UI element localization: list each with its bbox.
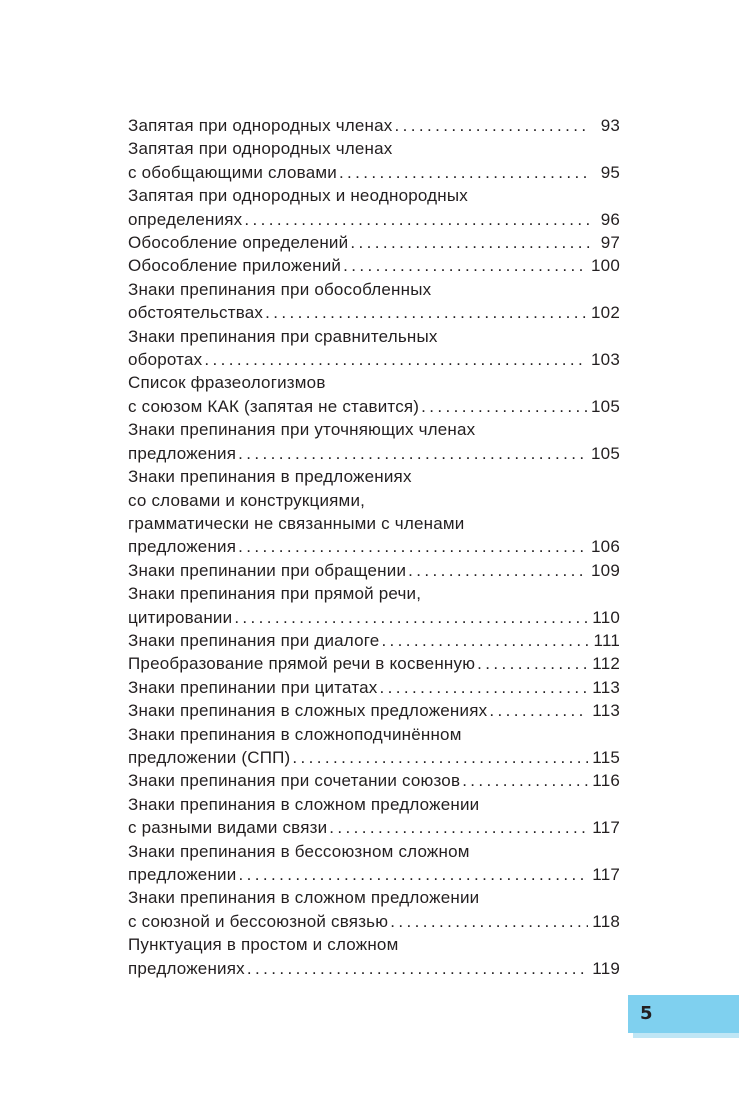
toc-entry-title: Знаки препинания при диалоге bbox=[128, 630, 380, 650]
toc-entry bbox=[128, 652, 620, 675]
toc-entry-line: Знаки препинания в сложном предложении bbox=[128, 794, 480, 814]
dot-leader bbox=[292, 746, 588, 769]
toc-entry-line: Знаки препинания при обособленных bbox=[128, 279, 432, 299]
toc-page-number: 103 bbox=[591, 350, 620, 370]
toc-entry-last-line bbox=[128, 395, 620, 418]
dot-leader bbox=[247, 957, 588, 980]
toc-entry-last-line bbox=[128, 863, 620, 886]
toc-entry bbox=[128, 769, 620, 792]
toc-entry-title: оборотах bbox=[128, 350, 203, 370]
toc-entry bbox=[128, 325, 620, 372]
toc-page-number: 113 bbox=[592, 701, 620, 721]
toc-page-number: 110 bbox=[592, 607, 620, 627]
toc-entry bbox=[128, 184, 620, 231]
toc-entry bbox=[128, 418, 620, 465]
toc-entry-line: Запятая при однородных и неоднородных bbox=[128, 186, 468, 206]
toc-entry bbox=[128, 278, 620, 325]
toc-entry-title: Знаки препинании при обращении bbox=[128, 560, 407, 580]
toc-entry-last-line bbox=[128, 535, 620, 558]
toc-page-number: 96 bbox=[600, 209, 620, 229]
toc-entry-line: Знаки препинания в предложениях bbox=[128, 467, 412, 487]
toc-entry-last-line bbox=[128, 559, 620, 582]
toc-entry-title: предложении (СПП) bbox=[128, 747, 291, 767]
toc-page-number: 116 bbox=[592, 771, 620, 791]
toc-entry bbox=[128, 371, 620, 418]
toc-entry-last-line bbox=[128, 629, 620, 652]
dot-leader bbox=[204, 348, 587, 371]
table-of-contents bbox=[128, 114, 620, 980]
toc-entry-title: Запятая при однородных членах bbox=[128, 116, 393, 135]
toc-entry bbox=[128, 886, 620, 933]
toc-page-number: 102 bbox=[591, 303, 620, 323]
dot-leader bbox=[489, 699, 588, 722]
toc-entry-title: предложениях bbox=[128, 958, 245, 978]
toc-entry bbox=[128, 840, 620, 887]
toc-entry-last-line bbox=[128, 816, 620, 839]
toc-entry-title: предложении bbox=[128, 865, 237, 884]
toc-entry-title: обстоятельствах bbox=[128, 303, 264, 323]
toc-entry-title: с обобщающими словами bbox=[128, 162, 337, 182]
toc-entry-title: с разными видами связи bbox=[128, 818, 328, 838]
toc-entry-title: цитировании bbox=[128, 607, 233, 627]
dot-leader bbox=[265, 301, 587, 324]
toc-entry-last-line bbox=[128, 699, 620, 722]
toc-page-number: 113 bbox=[592, 677, 620, 697]
toc-entry-last-line bbox=[128, 676, 620, 699]
toc-entry bbox=[128, 114, 620, 137]
toc-entry bbox=[128, 933, 620, 980]
toc-entry-last-line bbox=[128, 957, 620, 980]
dot-leader bbox=[339, 161, 590, 184]
toc-entry-line: Знаки препинания при прямой речи, bbox=[128, 584, 422, 604]
dot-leader bbox=[238, 863, 588, 886]
toc-entry-last-line bbox=[128, 348, 620, 371]
toc-page-number: 100 bbox=[591, 256, 620, 276]
toc-entry bbox=[128, 465, 620, 559]
toc-entry-title: Преобразование прямой речи в косвенную bbox=[128, 654, 476, 674]
toc-entry-title: Обособление приложений bbox=[128, 256, 342, 276]
toc-entry-last-line bbox=[128, 442, 620, 465]
toc-page-number: 119 bbox=[592, 958, 620, 978]
toc-entry-title: Обособление определений bbox=[128, 233, 349, 253]
dot-leader bbox=[421, 395, 587, 418]
toc-page-number: 115 bbox=[592, 747, 620, 767]
dot-leader bbox=[343, 254, 587, 277]
dot-leader bbox=[238, 442, 587, 465]
toc-entry bbox=[128, 723, 620, 770]
toc-entry-line: Знаки препинания при уточняющих членах bbox=[128, 420, 476, 440]
toc-entry bbox=[128, 559, 620, 582]
toc-entry-last-line bbox=[128, 254, 620, 277]
toc-entry-last-line bbox=[128, 114, 620, 137]
toc-entry bbox=[128, 699, 620, 722]
toc-page-number: 97 bbox=[600, 233, 620, 253]
toc-page-number: 117 bbox=[592, 818, 620, 838]
toc-entry-title: Знаки препинании при цитатах bbox=[128, 677, 378, 697]
toc-entry bbox=[128, 254, 620, 277]
dot-leader bbox=[350, 231, 590, 254]
toc-entry-last-line bbox=[128, 231, 620, 254]
toc-entry-line: грамматически не связанными с членами bbox=[128, 513, 465, 533]
toc-entry-line: Знаки препинания в сложноподчинённом bbox=[128, 724, 462, 744]
toc-page-number: 109 bbox=[591, 560, 620, 580]
toc-entry bbox=[128, 231, 620, 254]
toc-entry-last-line bbox=[128, 769, 620, 792]
dot-leader bbox=[329, 816, 588, 839]
toc-entry-title: с союзной и бессоюзной связью bbox=[128, 911, 389, 931]
toc-entry bbox=[128, 793, 620, 840]
toc-entry bbox=[128, 137, 620, 184]
toc-entry-last-line bbox=[128, 161, 620, 184]
toc-entry-last-line bbox=[128, 606, 620, 629]
dot-leader bbox=[238, 535, 587, 558]
dot-leader bbox=[381, 629, 589, 652]
toc-entry-line: Знаки препинания в сложном предложении bbox=[128, 888, 480, 908]
dot-leader bbox=[395, 114, 591, 137]
toc-entry bbox=[128, 676, 620, 699]
toc-entry-line: Список фразеологизмов bbox=[128, 373, 326, 393]
toc-page-number: 105 bbox=[591, 396, 620, 416]
toc-page-number: 105 bbox=[591, 443, 620, 463]
page-number-tab bbox=[628, 995, 739, 1033]
toc-entry-title: Знаки препинания при сочетании союзов bbox=[128, 771, 461, 791]
dot-leader bbox=[234, 606, 588, 629]
toc-page-number: 112 bbox=[592, 654, 620, 674]
toc-page-number: 117 bbox=[592, 865, 620, 884]
toc-entry-line: Знаки препинания при сравнительных bbox=[128, 326, 438, 346]
toc-page-number: 95 bbox=[600, 162, 620, 182]
page-number: 5 bbox=[640, 1003, 653, 1024]
toc-entry bbox=[128, 582, 620, 629]
toc-entry-line: Запятая при однородных членах bbox=[128, 139, 393, 159]
toc-entry-last-line bbox=[128, 746, 620, 769]
dot-leader bbox=[462, 769, 588, 792]
toc-entry-title: с союзом КАК (запятая не ставится) bbox=[128, 396, 420, 416]
toc-entry-title: предложения bbox=[128, 537, 237, 557]
toc-entry-line: Знаки препинания в бессоюзном сложном bbox=[128, 841, 470, 861]
toc-entry-title: определениях bbox=[128, 209, 243, 229]
toc-entry-line: со словами и конструкциями, bbox=[128, 490, 366, 510]
dot-leader bbox=[244, 208, 590, 231]
toc-entry bbox=[128, 629, 620, 652]
dot-leader bbox=[379, 676, 588, 699]
toc-page-number: 93 bbox=[600, 116, 620, 135]
toc-entry-last-line bbox=[128, 652, 620, 675]
toc-entry-title: Знаки препинания в сложных предложениях bbox=[128, 701, 488, 721]
toc-entry-last-line bbox=[128, 208, 620, 231]
toc-entry-title: предложения bbox=[128, 443, 237, 463]
toc-entry-line: Пунктуация в простом и сложном bbox=[128, 935, 399, 955]
dot-leader bbox=[477, 652, 588, 675]
dot-leader bbox=[390, 910, 588, 933]
toc-entry-last-line bbox=[128, 910, 620, 933]
toc-page-number: 106 bbox=[591, 537, 620, 557]
toc-page-number: 118 bbox=[592, 911, 620, 931]
toc-page-number: 111 bbox=[593, 630, 620, 650]
dot-leader bbox=[408, 559, 587, 582]
toc-entry-last-line bbox=[128, 301, 620, 324]
